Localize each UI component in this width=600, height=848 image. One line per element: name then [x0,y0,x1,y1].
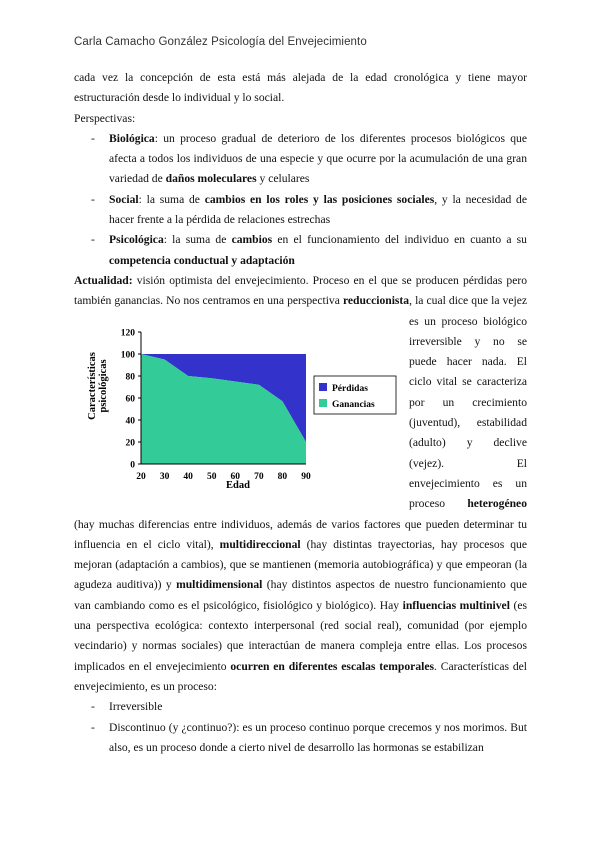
x-tick-label: 60 [230,471,241,482]
perspectives-list [74,129,527,271]
body-text: (es una perspectiva ecológica: contexto interpersonal (red social real), comunidad (por ejemplo vecindario) y normas sociales) que interactúan de manera compleja entre ellas. Los procesos implicados en el envejecimiento [74,598,528,673]
bold-text: competencia conductual y adaptación [109,253,295,267]
y-axis-label: Característicaspsicológicas [87,351,109,420]
term-actualidad: Actualidad: [74,273,133,287]
bold-text: cambios [231,233,273,247]
y-tick-label: 60 [125,394,135,405]
x-tick-label: 20 [136,471,146,482]
perspectives-label: Perspectivas: [74,111,136,125]
body-text: (hay distintas trayectorias, hay procesos que mejoran (adaptación a cambios), que se mantienen (memoria autobiográfica) y que empeoran (la agudeza auditiva)) y [74,537,527,592]
bold-text: reduccionista [342,294,410,308]
page-header: Carla Camacho González Psicología del Envejecimiento [74,36,367,48]
body-text: , la cual dice que [409,294,492,308]
chart-legend [314,376,396,414]
list-text: y celulares [256,172,310,186]
list-dash: - [91,700,95,714]
x-axis-label: Edad [226,479,250,491]
bold-text: ocurren en diferentes escalas temporales [230,659,434,673]
y-tick-label: 40 [125,416,135,427]
term-biologica: Biológica [109,131,155,145]
body-text: (hay distintos aspectos de nuestro funcionamiento que van cambiando como es el psicológico, fisiológico y biológico). Hay [74,578,527,612]
characteristics-list [74,697,527,758]
x-tick-label: 50 [206,471,217,482]
list-text: : la suma de [138,192,205,206]
list-dash: - [91,192,95,206]
bold-text: influencias multinivel [402,598,510,612]
body-text: (hay muchas diferencias entre individuos, además de varios factores que pueden determinar tu influencia en el ciclo vital), [74,517,527,551]
bold-text: daños moleculares [165,172,257,186]
body-text: visión optimista del envejecimiento. Proceso en el que se producen pérdidas pero también ganancias. No nos centramos en una perspectiva [74,273,527,308]
list-text: Discontinuo (y ¿continuo?): es un proceso continuo porque crecemos y nos morimos. But also, es un proceso donde a cierto nivel de desarrollo las hormonas se estabilizan [109,720,527,754]
bold-text: cambios en los roles y las posiciones sociales [204,192,435,206]
list-dash: - [91,233,95,247]
legend-swatch [319,399,327,407]
y-tick-label: 20 [125,438,135,449]
y-tick-label: 80 [125,372,135,383]
legend-label: Pérdidas [332,383,368,394]
document-body [74,68,527,758]
x-tick-label: 70 [254,471,264,482]
y-tick-label: 120 [120,328,135,339]
list-item [74,718,527,759]
y-tick-label: 100 [120,350,135,361]
list-text: Irreversible [109,700,163,714]
bold-text: multidireccional [219,537,301,551]
paragraph-intro: cada vez la concepción de esta está más alejada de la edad cronológica y tiene mayor estructuración desde lo individual y lo social. [74,71,527,105]
term-psicologica: Psicológica [109,233,164,247]
list-dash: - [91,720,95,734]
list-text: en el funcionamiento del individuo en cuanto a su [272,233,527,247]
legend-label: Ganancias [332,399,375,410]
list-dash: - [91,131,95,145]
y-tick-label: 0 [130,460,135,471]
list-item [74,129,527,190]
legend-swatch [319,383,327,391]
x-tick-label: 90 [301,471,311,482]
body-text: la vejez es un proceso biológico irreversible y no se puede hacer nada. El ciclo vital se caracteriza por un crecimiento (juventud), estabilidad (adulto) y declive (vejez). El envejecimiento es un proceso [409,294,527,511]
term-social: Social [109,192,139,206]
x-tick-label: 80 [277,471,288,482]
list-item [74,697,527,717]
list-text: , y la necesidad de hacer frente a la pérdida de relaciones estrechas [109,192,527,227]
aging-chart [74,314,409,504]
chart-svg [74,314,409,504]
list-item [74,190,527,231]
list-text: : un proceso gradual de deterioro de los diferentes procesos biológicos que afecta a todos los individuos de una especie y que ocurre por la acumulación de una gran variedad de [109,131,527,186]
x-tick-label: 40 [183,471,193,482]
x-tick-label: 30 [159,471,170,482]
bold-text: heterogéneo [467,497,527,511]
body-text: . Características del envejecimiento, es un proceso: [74,659,527,693]
list-text: : la suma de [163,233,232,247]
list-item [74,230,527,271]
bold-text: multidimensional [176,578,263,592]
paragraph-actualidad [74,271,527,697]
